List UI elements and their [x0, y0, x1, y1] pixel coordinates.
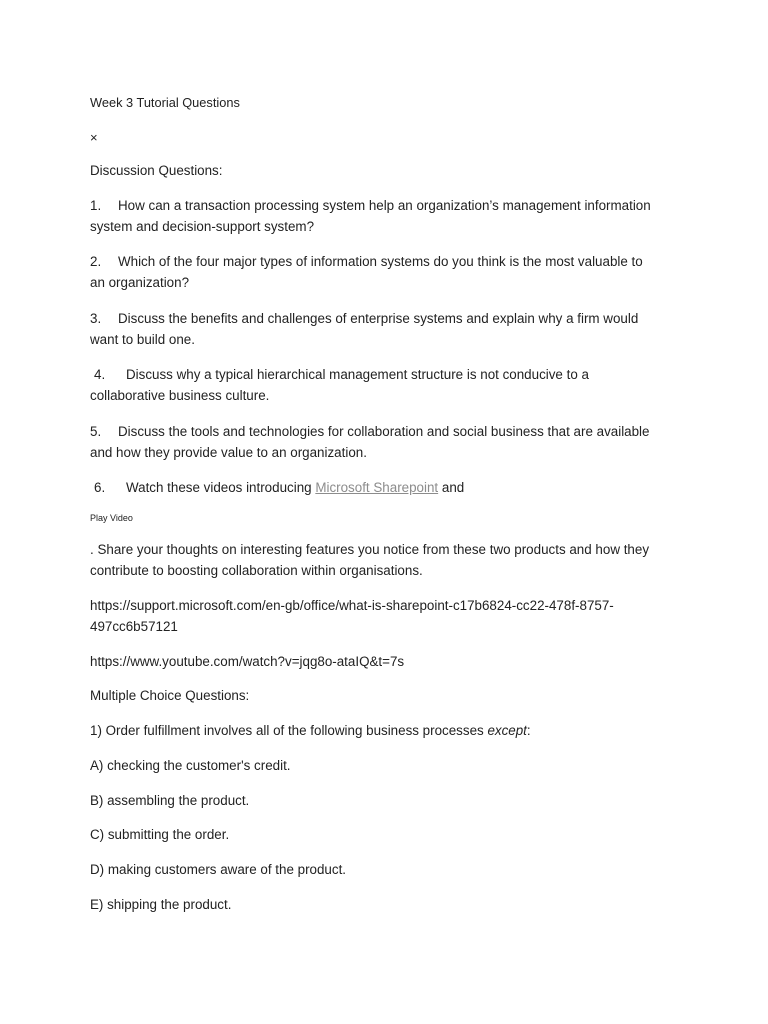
discussion-heading: Discussion Questions:: [90, 163, 223, 178]
question-number: 3.: [90, 311, 102, 326]
youtube-url[interactable]: https://www.youtube.com/watch?v=jqg8o-ataIQ&t=7s: [90, 654, 405, 669]
mcq-option-b: B) assembling the product.: [90, 793, 250, 808]
sharepoint-url-line-2[interactable]: 497cc6b57121: [90, 619, 178, 634]
question-text: Discuss the benefits and challenges of enterprise systems and explain why a firm would: [118, 311, 639, 326]
close-icon[interactable]: ×: [90, 130, 98, 145]
question-number: 1.: [90, 198, 102, 213]
question-3-line-2: want to build one.: [90, 332, 195, 347]
mcq-question-1: [90, 720, 690, 742]
question-number: 6.: [94, 480, 106, 495]
question-number: 4.: [94, 367, 106, 382]
mcq-heading: Multiple Choice Questions:: [90, 688, 250, 703]
mcq-option-c: C) submitting the order.: [90, 827, 230, 842]
mcq-option-d: D) making customers aware of the product.: [90, 862, 347, 877]
question-2-line-1: [90, 251, 690, 273]
play-video-link[interactable]: Play Video: [90, 513, 133, 523]
mcq-option-e: E) shipping the product.: [90, 897, 232, 912]
question-1-line-1: [90, 195, 690, 217]
question-text: How can a transaction processing system help an organization’s management information: [118, 198, 651, 213]
question-4-line-1: [90, 364, 690, 386]
question-4-line-2: collaborative business culture.: [90, 388, 270, 403]
question-text: Discuss why a typical hierarchical management structure is not conducive to a: [126, 367, 589, 382]
share-thoughts-line-1: . Share your thoughts on interesting features you notice from these two products and how they: [90, 542, 650, 557]
question-text: Which of the four major types of information systems do you think is the most valuable to: [118, 254, 643, 269]
question-1-line-2: system and decision-support system?: [90, 219, 315, 234]
mcq-question-text: 1) Order fulfillment involves all of the following business processes: [90, 723, 484, 738]
page-title: Week 3 Tutorial Questions: [90, 95, 240, 110]
mcq-question-colon: :: [526, 723, 531, 738]
question-number: 5.: [90, 424, 102, 439]
sharepoint-url-line-1[interactable]: https://support.microsoft.com/en-gb/office/what-is-sharepoint-c17b6824-cc22-478f-8757-: [90, 598, 614, 613]
question-2-line-2: an organization?: [90, 275, 190, 290]
question-6-line: [90, 477, 690, 499]
question-text: Discuss the tools and technologies for collaboration and social business that are available: [118, 424, 650, 439]
mcq-question-except: except: [487, 723, 527, 738]
question-5-line-1: [90, 421, 690, 443]
question-3-line-1: [90, 308, 690, 330]
share-thoughts-line-2: contribute to boosting collaboration within organisations.: [90, 563, 423, 578]
question-5-line-2: and how they provide value to an organization.: [90, 445, 367, 460]
question-6-text-after: and: [441, 480, 465, 495]
sharepoint-link[interactable]: Microsoft Sharepoint: [315, 480, 439, 495]
mcq-option-a: A) checking the customer's credit.: [90, 758, 291, 773]
question-6-text-before: Watch these videos introducing: [126, 480, 312, 495]
question-number: 2.: [90, 254, 102, 269]
